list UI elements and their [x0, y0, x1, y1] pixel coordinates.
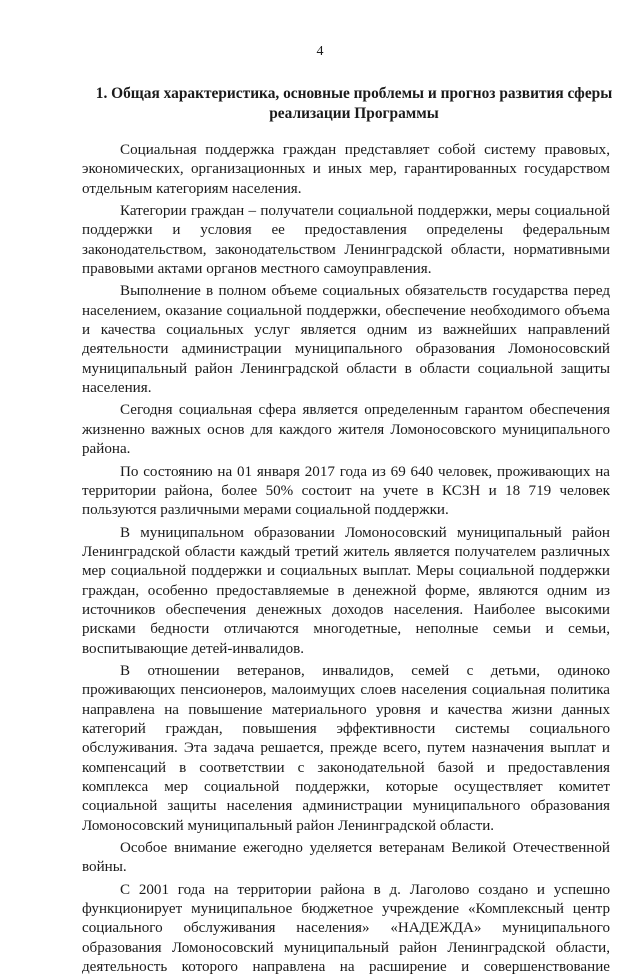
- page-number: 4: [316, 44, 324, 59]
- paragraph-social-support: Социальная поддержка граждан представляет собой систему правовых, экономических, организационных и иных мер, гарантированных государством отдельным категориям населения.: [82, 142, 610, 197]
- section-heading: 1. Общая характеристика, основные проблемы и прогноз развития сферы реализации Программы: [95, 85, 613, 122]
- paragraph-social-sphere: Сегодня социальная сфера является определенным гарантом обеспечения жизненно важных основ для каждого жителя Ломоносовского муниципального района.: [82, 402, 610, 458]
- paragraph-obligations: Выполнение в полном объеме социальных обязательств государства перед населением, оказание социальной поддержки, обеспечение необходимого объема и качества социальных услуг является одним из важнейших направлений деятельности администрации муниципального образования Ломоносовский муниципальный район Ленинградской области в области социальной защиты населения.: [82, 283, 610, 397]
- paragraph-statistics: По состоянию на 01 января 2017 года из 69 640 человек, проживающих на территории района, более 50% состоит на учете в КСЗН и 18 719 человек пользуются различными мерами социальной поддержки.: [82, 463, 610, 519]
- paragraph-nadezhda-center: С 2001 года на территории района в д. Лаголово создано и успешно функционирует муниципальное бюджетное учреждение «Комплексный центр социального обслуживания населения» «НАДЕЖДА» муниципального образования Ломоносовский муниципальный район Ленинградской области, деятельность которого направлена на расширение и совершенствование: [82, 881, 610, 976]
- paragraph-recipients: В муниципальном образовании Ломоносовский муниципальный район Ленинградской области каждый третий житель является получателем различных мер социальной поддержки и социальных выплат. Меры социальной поддержки граждан, особенно предоставляемые в денежной форме, являются одним из источников обеспечения денежных доходов населения. Наиболее высокими рисками бедности отличаются многодетные, неполные семьи и семьи, воспитывающие детей-инвалидов.: [82, 524, 610, 657]
- body-text: [82, 141, 610, 977]
- paragraph-veterans: Особое внимание ежегодно уделяется ветеранам Великой Отечественной войны.: [82, 840, 610, 876]
- paragraph-citizen-categories: Категории граждан – получатели социальной поддержки, меры социальной поддержки и условия ее предоставления определены федеральным законодательством, законодательством Ленинградской области, нормативными правовыми актами органов местного самоуправления.: [82, 203, 610, 278]
- paragraph-social-policy: В отношении ветеранов, инвалидов, семей с детьми, одиноко проживающих пенсионеров, малоимущих слоев населения социальная политика направлена на повышение материального уровня и качества жизни данных категорий граждан, повышения эффективности системы социального обслуживания. Эта задача решается, прежде всего, путем назначения выплат и компенсаций в соответствии с законодательной базой и предоставления комплекса мер социальной поддержки, которые осуществляет комитет социальной защиты населения администрации муниципального образования Ломоносовский муниципальный район Ленинградской области.: [82, 662, 610, 834]
